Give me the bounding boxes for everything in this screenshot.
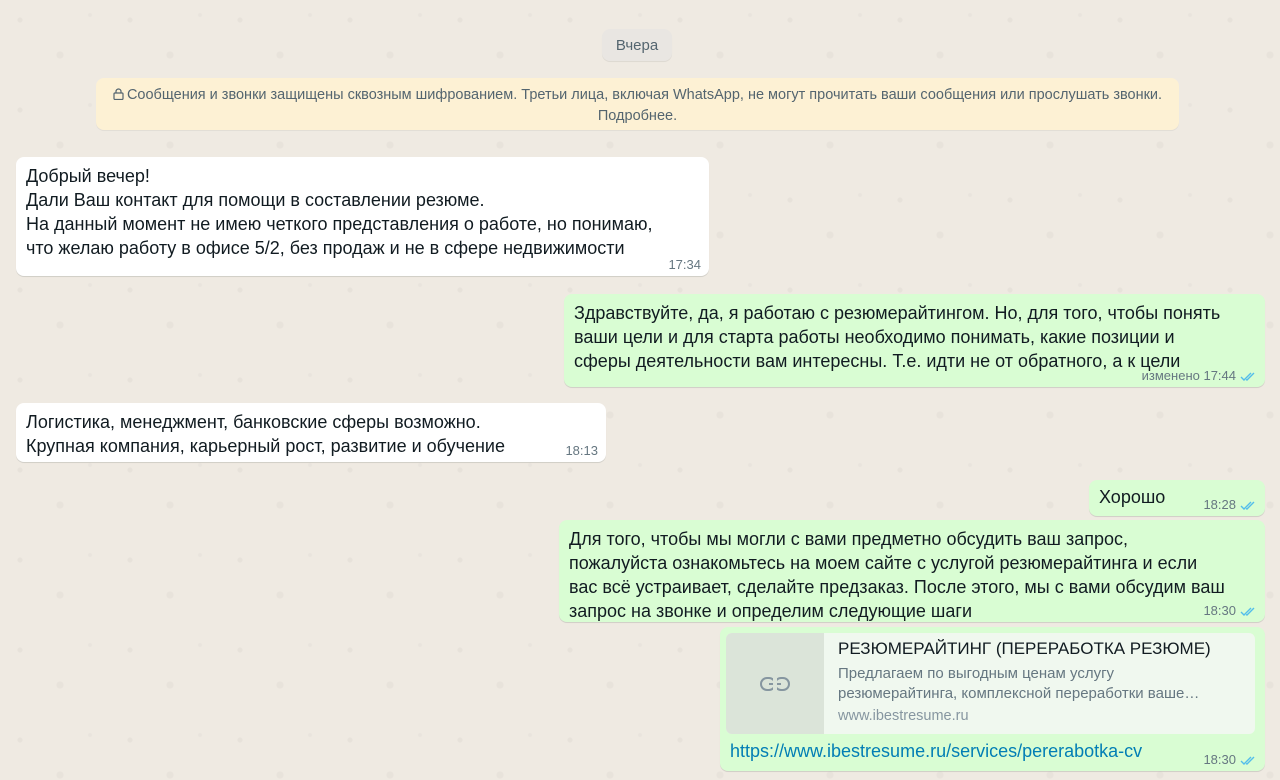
read-ticks-icon <box>1240 606 1257 617</box>
message-time: 18:28 <box>1203 497 1236 512</box>
message-meta <box>668 257 701 273</box>
message-outgoing[interactable] <box>564 294 1265 387</box>
message-text: Хорошо <box>1099 487 1166 507</box>
encryption-notice[interactable] <box>96 78 1179 130</box>
message-time: 18:13 <box>565 443 598 458</box>
link-description-line: Предлагаем по выгодным ценам услугу <box>838 665 1115 682</box>
link-domain: www.ibestresume.ru <box>838 708 969 724</box>
encryption-notice-text: Сообщения и звонки защищены сквозным шифрованием. Третьи лица, включая WhatsApp, не могут прочитать ваши сообщения или прослушать звонки. Подробнее. <box>126 87 1163 124</box>
message-time: 18:30 <box>1203 752 1236 767</box>
message-text: Логистика, менеджмент, банковские сферы возможно. Крупная компания, карьерный рост, развитие и обучение <box>26 412 505 456</box>
message-time: 17:34 <box>668 257 701 272</box>
message-meta <box>1203 752 1257 768</box>
message-text: Для того, чтобы мы могли с вами предметно обсудить ваш запрос, пожалуйста ознакомьтесь на моем сайте с услугой резюмерайтинга и если вас всё устраивает, сделайте предзаказ. После этого, мы с вами обсудим ваш запрос на звонке и определим следующие шаги <box>569 529 1225 621</box>
message-time: изменено 17:44 <box>1141 368 1236 383</box>
lock-icon <box>113 88 124 100</box>
message-link[interactable]: https://www.ibestresume.ru/services/pererabotka-cv <box>730 741 1143 761</box>
message-time: 18:30 <box>1203 603 1236 618</box>
read-ticks-icon <box>1240 755 1257 766</box>
message-meta <box>1203 603 1257 619</box>
link-icon <box>759 675 791 693</box>
message-incoming[interactable] <box>16 157 709 276</box>
link-thumbnail <box>726 633 824 734</box>
read-ticks-icon <box>1240 371 1257 382</box>
date-separator: Вчера <box>602 29 672 61</box>
link-description-line: резюмерайтинга, комплексной переработки ваше… <box>838 685 1200 702</box>
message-meta <box>565 443 598 459</box>
link-title: РЕЗЮМЕРАЙТИНГ (ПЕРЕРАБОТКА РЕЗЮМЕ) <box>838 639 1211 658</box>
message-meta <box>1203 497 1257 513</box>
message-outgoing[interactable] <box>559 520 1265 622</box>
message-text: Здравствуйте, да, я работаю с резюмерайтингом. Но, для того, чтобы понять ваши цели и для старта работы необходимо понимать, какие позиции и сферы деятельности вам интересны. Т.е. идти не от обратного, а к цели <box>574 303 1221 371</box>
link-description <box>838 664 1243 704</box>
read-ticks-icon <box>1240 500 1257 511</box>
link-info <box>824 633 1255 734</box>
message-incoming[interactable] <box>16 403 606 462</box>
message-meta <box>1142 368 1257 384</box>
message-outgoing[interactable] <box>1089 480 1265 516</box>
message-outgoing-link[interactable] <box>720 627 1265 771</box>
link-preview-card[interactable] <box>726 633 1255 734</box>
message-text: Добрый вечер! Дали Ваш контакт для помощи в составлении резюме. На данный момент не имею четкого представления о работе, но понимаю, что желаю работу в офисе 5/2, без продаж и не в сфере недвижимости <box>26 166 653 258</box>
